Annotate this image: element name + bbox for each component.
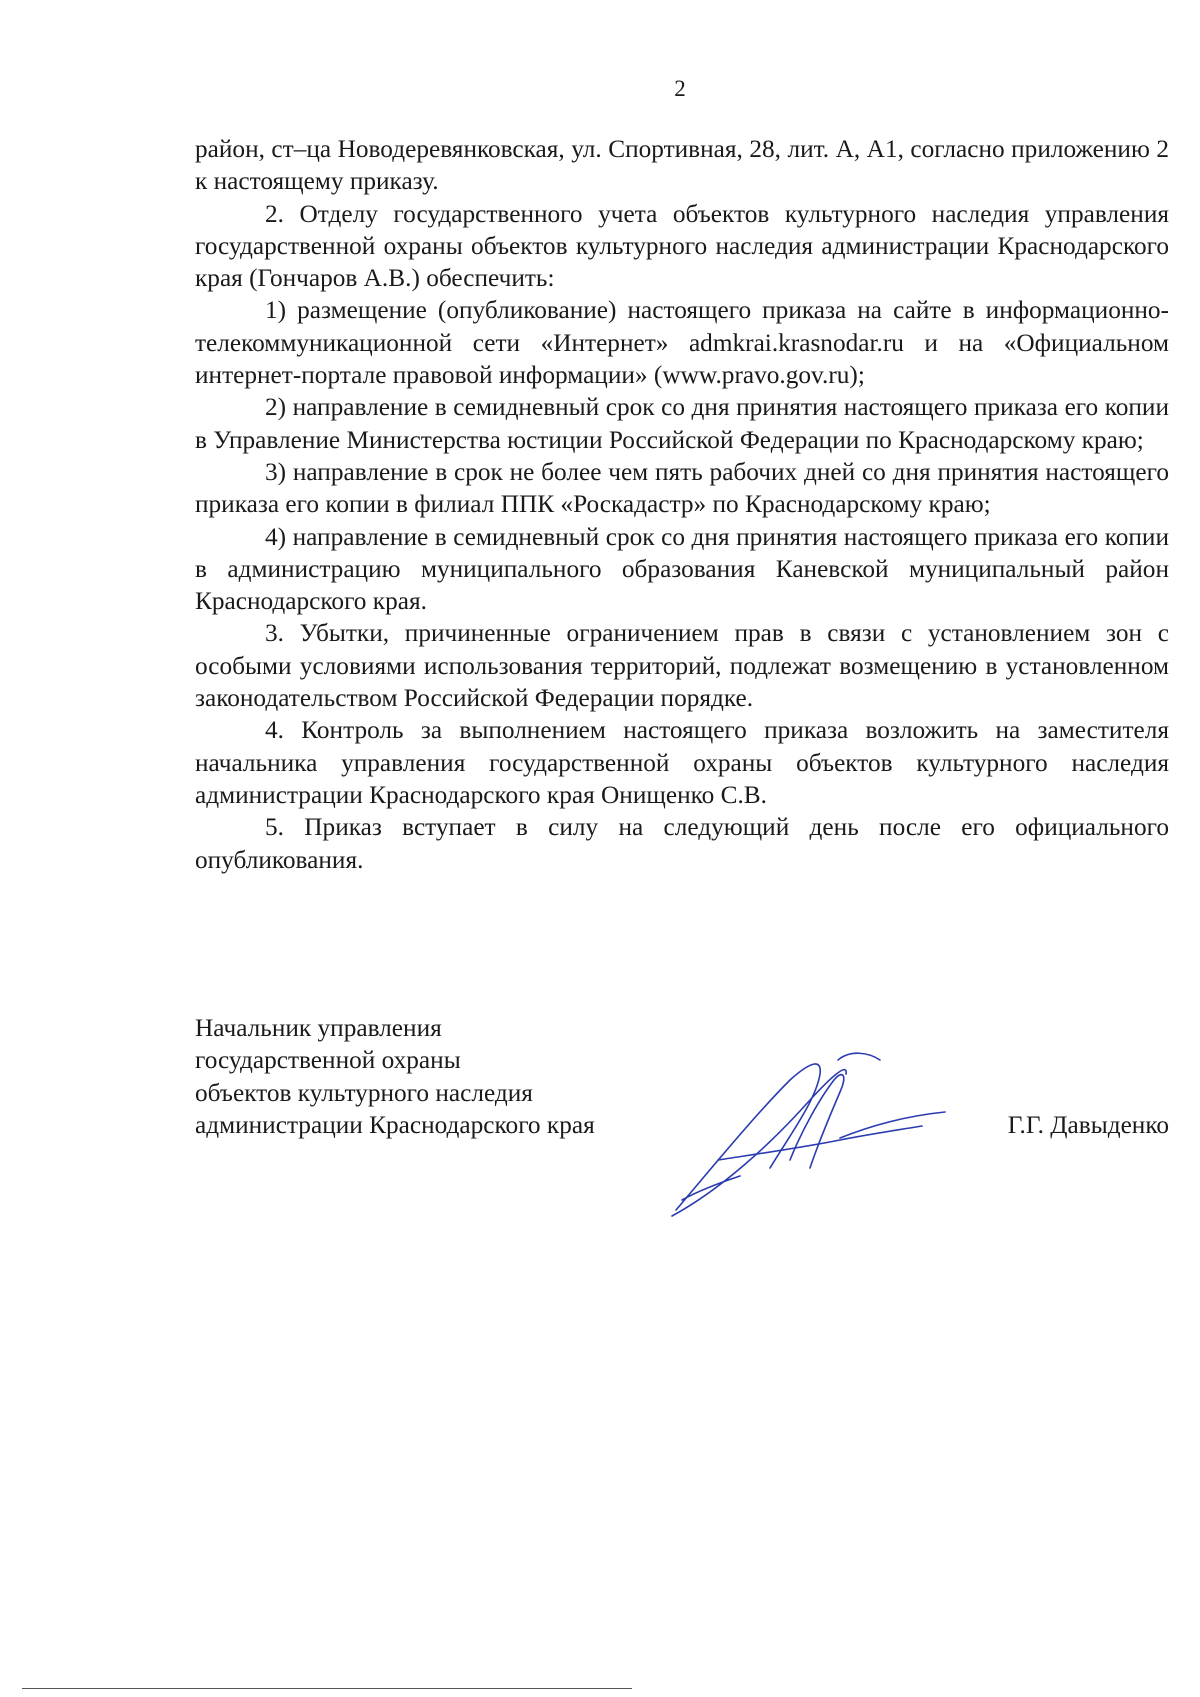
signatory-title-line: объектов культурного наследия [195,1078,533,1107]
paragraph-item-5: 5. Приказ вступает в силу на следующий день после его официального опубликования. [195,813,1169,874]
paragraph-item-4: 4. Контроль за выполнением настоящего приказа возложить на заместителя начальника управления государственной охраны объектов культурного наследия администрации Краснодарского края Онищенко С.В. [195,716,1169,809]
paragraph-subitem-4: 4) направление в семидневный срок со дня принятия настоящего приказа его копии в администрацию муниципального образования Каневской муниципальный район Краснодарского края. [195,522,1169,616]
paragraph-item-3: 3. Убытки, причиненные ограничением прав в связи с установлением зон с особыми условиями использования территорий, подлежат возмещению в установленном законодательством Российской Федерации порядке. [195,619,1169,713]
signatory-name: Г.Г. Давыденко [1007,1110,1169,1139]
signatory-title-line: администрации Краснодарского края [195,1110,595,1139]
paragraph-item-2: 2. Отделу государственного учета объектов культурного наследия управления государственной охраны объектов культурного наследия администрации Краснодарского края (Гончаров А.В.) обеспечить: [195,199,1169,293]
page-number: 2 [674,76,686,101]
paragraph-subitem-1: 1) размещение (опубликование) настоящего приказа на сайте в информационно-телекоммуникационной сети «Интернет» admkrai.krasnodar.ru и на «Официальном интернет-портале правовой информации» (www.pravo.gov.ru); [195,296,1169,390]
signatory-title-line: Начальник управления [195,1014,442,1042]
paragraph-subitem-2: 2) направление в семидневный срок со дня принятия настоящего приказа его копии в Управление Министерства юстиции Российской Федерации по Краснодарскому краю; [195,393,1169,454]
signature-strokes [672,1053,945,1216]
handwritten-signature [670,1040,960,1220]
order-body [195,133,1169,876]
paragraph-address-continuation: район, ст–ца Новодеревянковская, ул. Спортивная, 28, лит. А, А1, согласно приложению 2 к настоящему приказу. [195,135,1169,196]
paragraph-subitem-3: 3) направление в срок не более чем пять рабочих дней со дня принятия настоящего приказа его копии в филиал ППК «Роскадастр» по Краснодарскому краю; [195,457,1169,519]
footer-divider [22,1688,632,1689]
signatory-title-line: государственной охраны [195,1046,461,1075]
